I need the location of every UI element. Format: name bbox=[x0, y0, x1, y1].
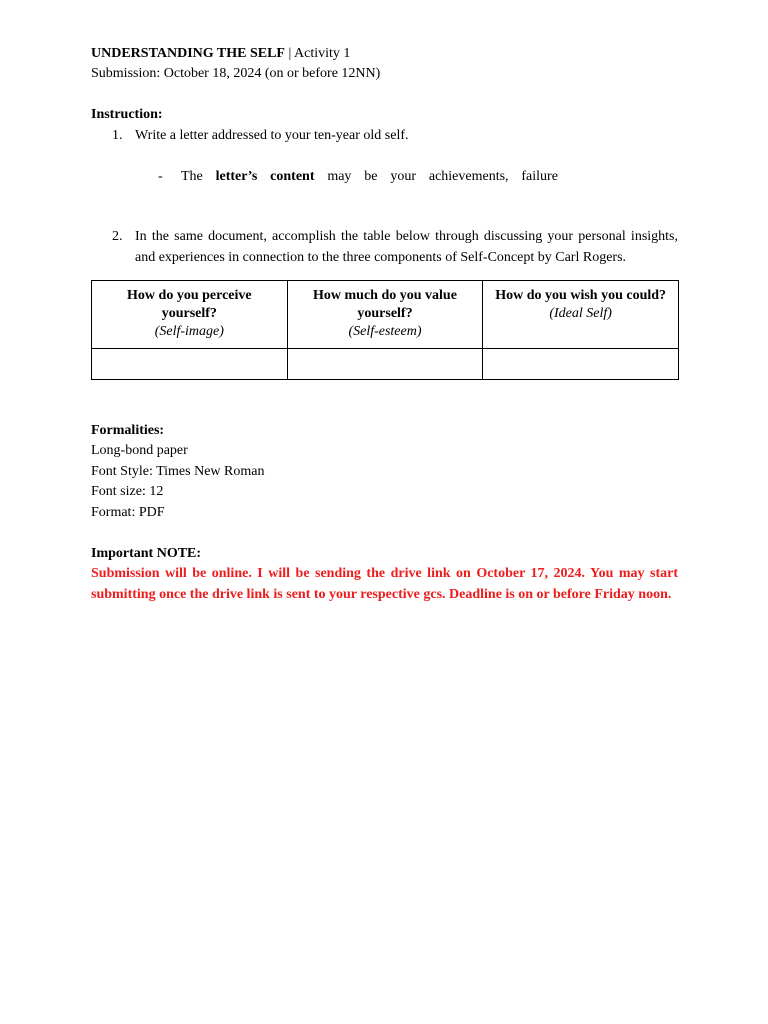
spacer bbox=[91, 84, 678, 105]
title-separator: | bbox=[284, 46, 295, 61]
important-note-heading: Important NOTE: bbox=[91, 545, 202, 561]
self-concept-table bbox=[91, 280, 679, 380]
word: failure bbox=[521, 168, 558, 184]
table-header-cell bbox=[483, 280, 679, 348]
column-question: How do you wish you could? bbox=[495, 287, 667, 303]
table-header-cell bbox=[287, 280, 483, 348]
formalities-heading: Formalities: bbox=[91, 422, 165, 438]
instruction-item-2 bbox=[91, 227, 678, 269]
important-note-text: Submission will be online. I will be sending the drive link on October 17, 2024. You may start submitting once the drive link is sent to your respective gcs. Deadline is on or before Friday noon. bbox=[91, 566, 678, 603]
table-cell bbox=[483, 348, 679, 379]
word: your bbox=[390, 168, 417, 184]
word: The bbox=[181, 168, 203, 184]
letter-content-subitem bbox=[91, 167, 678, 188]
column-subtitle: (Ideal Self) bbox=[549, 305, 612, 321]
column-subtitle: (Self-image) bbox=[154, 323, 224, 339]
submission-date: Submission: October 18, 2024 (on or before 12NN) bbox=[91, 66, 381, 81]
formality-line: Font size: 12 bbox=[91, 484, 164, 500]
formality-line: Long-bond paper bbox=[91, 443, 188, 459]
formality-line: Format: PDF bbox=[91, 504, 165, 520]
item-number: 1. bbox=[112, 127, 123, 143]
table-header-row bbox=[92, 280, 679, 348]
spacer bbox=[91, 380, 678, 421]
dash-bullet: - bbox=[158, 168, 163, 184]
column-question: How do you perceive yourself? bbox=[127, 287, 252, 321]
table-row bbox=[92, 348, 679, 379]
document-header bbox=[91, 44, 678, 64]
table-cell bbox=[92, 348, 288, 379]
document-title: UNDERSTANDING THE SELF bbox=[91, 46, 285, 61]
item-text: Write a letter addressed to your ten-year old self. bbox=[135, 127, 409, 143]
table-cell bbox=[287, 348, 483, 379]
formality-line: Font Style: Times New Roman bbox=[91, 463, 265, 479]
word-bold: content bbox=[270, 168, 315, 184]
item-number: 2. bbox=[112, 229, 123, 245]
instruction-item-1 bbox=[91, 126, 678, 147]
word: be bbox=[364, 168, 378, 184]
spacer bbox=[91, 187, 678, 227]
instruction-heading: Instruction: bbox=[91, 107, 163, 122]
subitem-text bbox=[181, 167, 558, 188]
table-header-cell bbox=[92, 280, 288, 348]
column-question: How much do you value yourself? bbox=[313, 287, 457, 321]
item-text: In the same document, accomplish the table below through discussing your personal insights, and experiences in connection to the three components of Self-Concept by Carl Rogers. bbox=[135, 229, 678, 266]
word: may bbox=[327, 168, 352, 184]
spacer bbox=[91, 523, 678, 544]
column-subtitle: (Self-esteem) bbox=[348, 323, 422, 339]
activity-label: Activity 1 bbox=[294, 46, 351, 61]
word: achievements, bbox=[428, 168, 509, 184]
word-bold: letter’s bbox=[215, 168, 258, 184]
document-page bbox=[91, 44, 678, 606]
spacer bbox=[91, 146, 678, 167]
